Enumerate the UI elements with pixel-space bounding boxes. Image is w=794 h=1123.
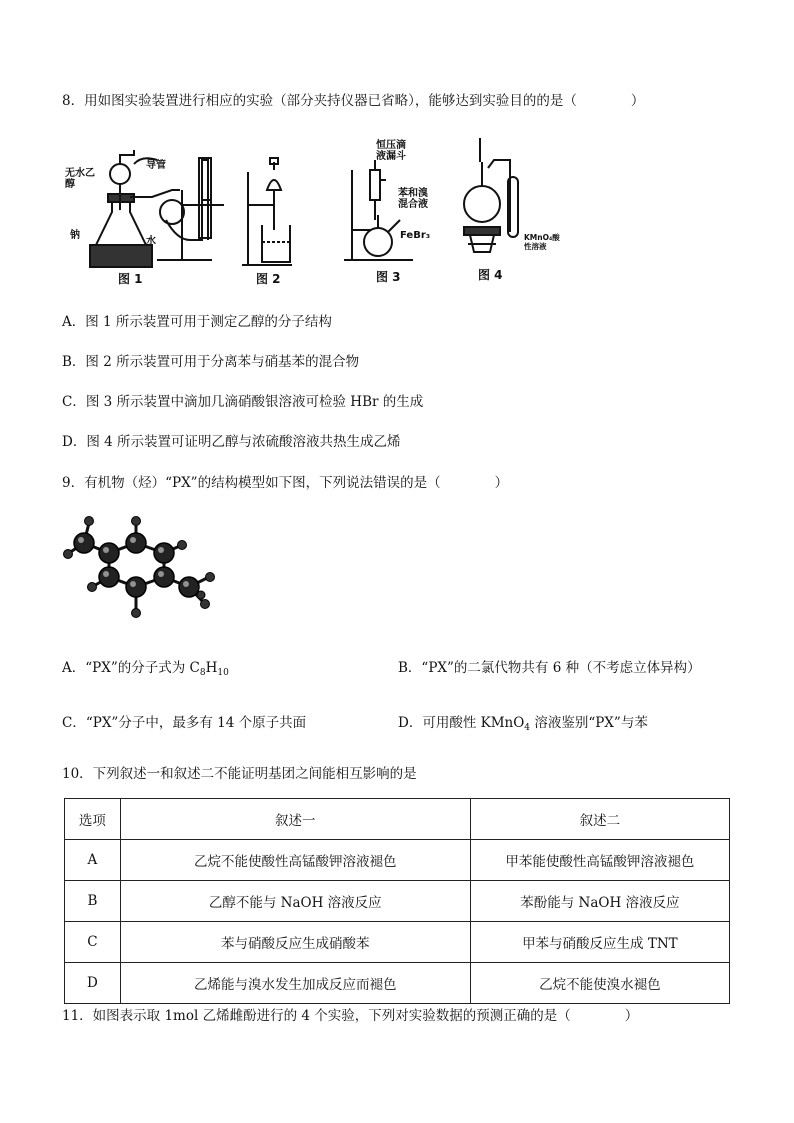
- q9-option-d-text-end: 溶液鉴别“PX”与苯: [530, 715, 648, 731]
- header-option: 选项: [65, 799, 121, 840]
- figure-4-label: 图 4: [478, 268, 503, 282]
- row-d-statement-1: 乙烯能与溴水发生加成反应而褪色: [120, 963, 470, 1004]
- q9-option-a-sub-carbon: 8: [199, 668, 206, 678]
- row-b-statement-2: 苯酚能与 NaOH 溶液反应: [470, 881, 729, 922]
- row-c-option: C: [65, 922, 121, 963]
- q8-option-d: D．图 4 所示装置可证明乙醇与浓硫酸溶液共热生成乙烯: [62, 434, 401, 450]
- q10-stem: 10．下列叙述一和叙述二不能证明基团之间能相互影响的是: [62, 766, 417, 782]
- label-benzene-bromine-mix: 苯和溴混合液: [398, 188, 428, 210]
- label-kmno4-solution: KMnO₄酸性溶液: [524, 233, 560, 251]
- row-a-statement-1: 乙烷不能使酸性高锰酸钾溶液褪色: [120, 840, 470, 881]
- q9-option-a-text: A．“PX”的分子式为 C: [62, 660, 200, 676]
- row-d-statement-2: 乙烷不能使溴水褪色: [470, 963, 729, 1004]
- q9-option-a-hydrogen: H: [205, 660, 218, 676]
- table-row: [65, 840, 730, 881]
- label-tube: 导管: [146, 160, 166, 171]
- label-water: 水: [146, 236, 156, 247]
- table-row: [65, 881, 730, 922]
- table-row: [65, 963, 730, 1004]
- row-c-statement-1: 苯与硝酸反应生成硝酸苯: [120, 922, 470, 963]
- q8-option-c: C．图 3 所示装置中滴加几滴硝酸银溶液可检验 HBr 的生成: [62, 394, 424, 410]
- q9-option-c: C．“PX”分子中，最多有 14 个原子共面: [62, 715, 307, 731]
- q11-stem: 11．如图表示取 1mol 乙烯雌酚进行的 4 个实验，下列对实验数据的预测正确的是（ ）: [62, 1008, 639, 1024]
- header-statement-2: 叙述二: [470, 799, 729, 840]
- figure-2-label: 图 2: [256, 272, 281, 286]
- row-a-statement-2: 甲苯能使酸性高锰酸钾溶液褪色: [470, 840, 729, 881]
- figure-3-label: 图 3: [376, 270, 401, 284]
- label-anhydrous-ethanol: 无水乙醇: [65, 168, 95, 190]
- row-c-statement-2: 甲苯与硝酸反应生成 TNT: [470, 922, 729, 963]
- label-sodium: 钠: [70, 230, 80, 241]
- row-d-option: D: [65, 963, 121, 1004]
- q9-option-b: B．“PX”的二氯代物共有 6 种（不考虑立体异构）: [398, 660, 701, 676]
- q9-option-d: [398, 714, 648, 737]
- row-a-option: A: [65, 840, 121, 881]
- q9-option-a: [62, 659, 229, 682]
- label-febr3: FeBr₃: [400, 230, 431, 241]
- header-statement-1: 叙述一: [120, 799, 470, 840]
- row-b-option: B: [65, 881, 121, 922]
- label-pressure-funnel: 恒压滴液漏斗: [376, 140, 406, 162]
- q9-option-d-sub: 4: [524, 723, 531, 733]
- q8-stem: 8．用如图实验装置进行相应的实验（部分夹持仪器已省略），能够达到实验目的的是（ ）: [62, 93, 645, 109]
- px-molecule-model: [64, 515, 224, 630]
- row-b-statement-1: 乙醇不能与 NaOH 溶液反应: [120, 881, 470, 922]
- q9-stem: 9．有机物（烃）“PX”的结构模型如下图，下列说法错误的是（ ）: [62, 475, 509, 491]
- q8-option-b: B．图 2 所示装置可用于分离苯与硝基苯的混合物: [62, 354, 360, 370]
- q8-figure-1-2-apparatus: [62, 150, 302, 275]
- figure-1-label: 图 1: [118, 272, 143, 286]
- q9-option-d-text: D．可用酸性 KMnO: [398, 715, 525, 731]
- q8-option-a: A．图 1 所示装置可用于测定乙醇的分子结构: [62, 314, 332, 330]
- q10-table: [64, 798, 730, 1004]
- table-row: [65, 922, 730, 963]
- q9-option-a-sub-hydrogen: 10: [217, 668, 229, 678]
- table-header-row: [65, 799, 730, 840]
